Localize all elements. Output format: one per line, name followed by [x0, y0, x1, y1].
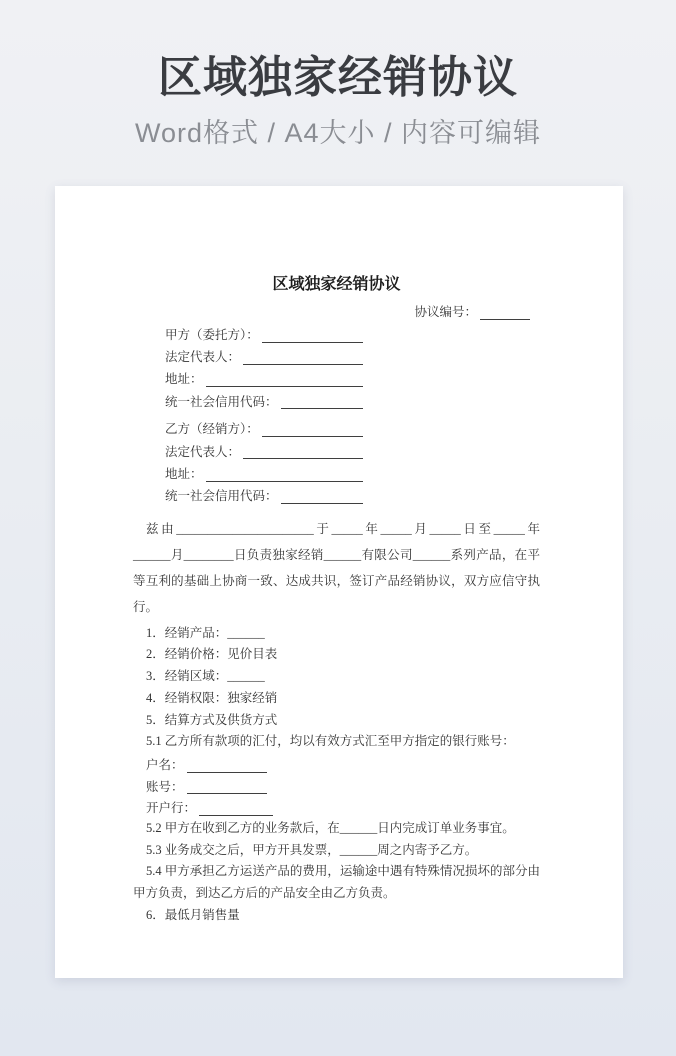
clauses [133, 623, 540, 927]
clause-5-2: 5.2 甲方在收到乙方的业务款后，在______日内完成订单业务事宜。 [146, 821, 515, 836]
promo-title: 区域独家经销协议 [158, 53, 518, 102]
field-label: 户名： [146, 757, 184, 772]
agreement-number-blank [480, 307, 530, 320]
list-item-4: 4．经销权限：独家经销 [146, 690, 278, 705]
field-row-party-b-legal-rep [165, 446, 363, 460]
field-row-party-b-address [165, 468, 363, 482]
field-row-party-a-address [165, 373, 363, 387]
field-blank [281, 491, 363, 504]
list-item-1: 1．经销产品：______ [146, 625, 265, 640]
clause-5-3: 5.3 业务成交之后，甲方开具发票，______周之内寄予乙方。 [146, 842, 478, 857]
field-label: 地址： [165, 372, 203, 387]
party-b-block [165, 423, 363, 504]
field-label: 统一社会信用代码： [165, 394, 278, 409]
bank-row-bank-branch [146, 796, 540, 818]
field-label: 乙方（经销方）： [165, 422, 259, 437]
list-item-2: 2．经销价格：见价目表 [146, 647, 278, 662]
field-row-party-a-name [165, 329, 363, 343]
field-label: 开户行： [146, 801, 197, 816]
field-row-party-a-credit-code [165, 396, 363, 410]
field-label: 法定代表人： [165, 444, 241, 459]
list-item-5: 5．结算方式及供货方式 [146, 712, 278, 727]
field-blank [187, 781, 267, 794]
clause-5-4: 5.4 甲方承担乙方运送产品的费用，运输途中遇有特殊情况损坏的部分由甲方负责，到达乙方后的产品安全由乙方负责。 [133, 864, 540, 901]
field-blank [243, 446, 363, 459]
field-blank [281, 396, 363, 409]
intro-paragraph: 兹由______________________于_____年_____月_____日至_____年______月________日负责独家经销______有限公司______系列产品，在平等互利的基础上协商一致、达成共识，签订产品经销协议，双方应信守执行。 [133, 521, 540, 614]
doc-title: 区域独家经销协议 [272, 276, 401, 293]
promo-subtitle: Word格式 / A4大小 / 内容可编辑 [134, 118, 542, 148]
clause-6: 6．最低月销售量 [146, 907, 240, 922]
field-blank [262, 330, 363, 343]
field-label: 地址： [165, 466, 203, 481]
clause-5-1: 5.1 乙方所有款项的汇付，均以有效方式汇至甲方指定的银行账号： [146, 734, 515, 749]
party-a-block [165, 329, 363, 410]
field-label: 账号： [146, 779, 184, 794]
field-blank [199, 803, 273, 816]
agreement-number-label: 协议编号： [414, 305, 477, 319]
field-label: 法定代表人： [165, 350, 241, 364]
agreement-number-row [133, 306, 530, 320]
field-row-party-b-name [165, 423, 363, 437]
document-page [55, 186, 623, 978]
document-content [55, 186, 623, 978]
field-blank [206, 374, 363, 387]
field-blank [187, 760, 267, 773]
field-blank [206, 469, 363, 482]
field-row-party-b-credit-code [165, 490, 363, 504]
list-item-3: 3．经销区域：______ [146, 669, 265, 684]
bank-row-account-number [146, 775, 540, 797]
bank-row-account-name [146, 753, 540, 775]
field-blank [243, 352, 363, 365]
field-label: 甲方（委托方）： [165, 327, 259, 342]
field-row-party-a-legal-rep [165, 351, 363, 365]
field-blank [262, 424, 363, 437]
promo-header [0, 50, 676, 150]
field-label: 统一社会信用代码： [165, 489, 278, 503]
